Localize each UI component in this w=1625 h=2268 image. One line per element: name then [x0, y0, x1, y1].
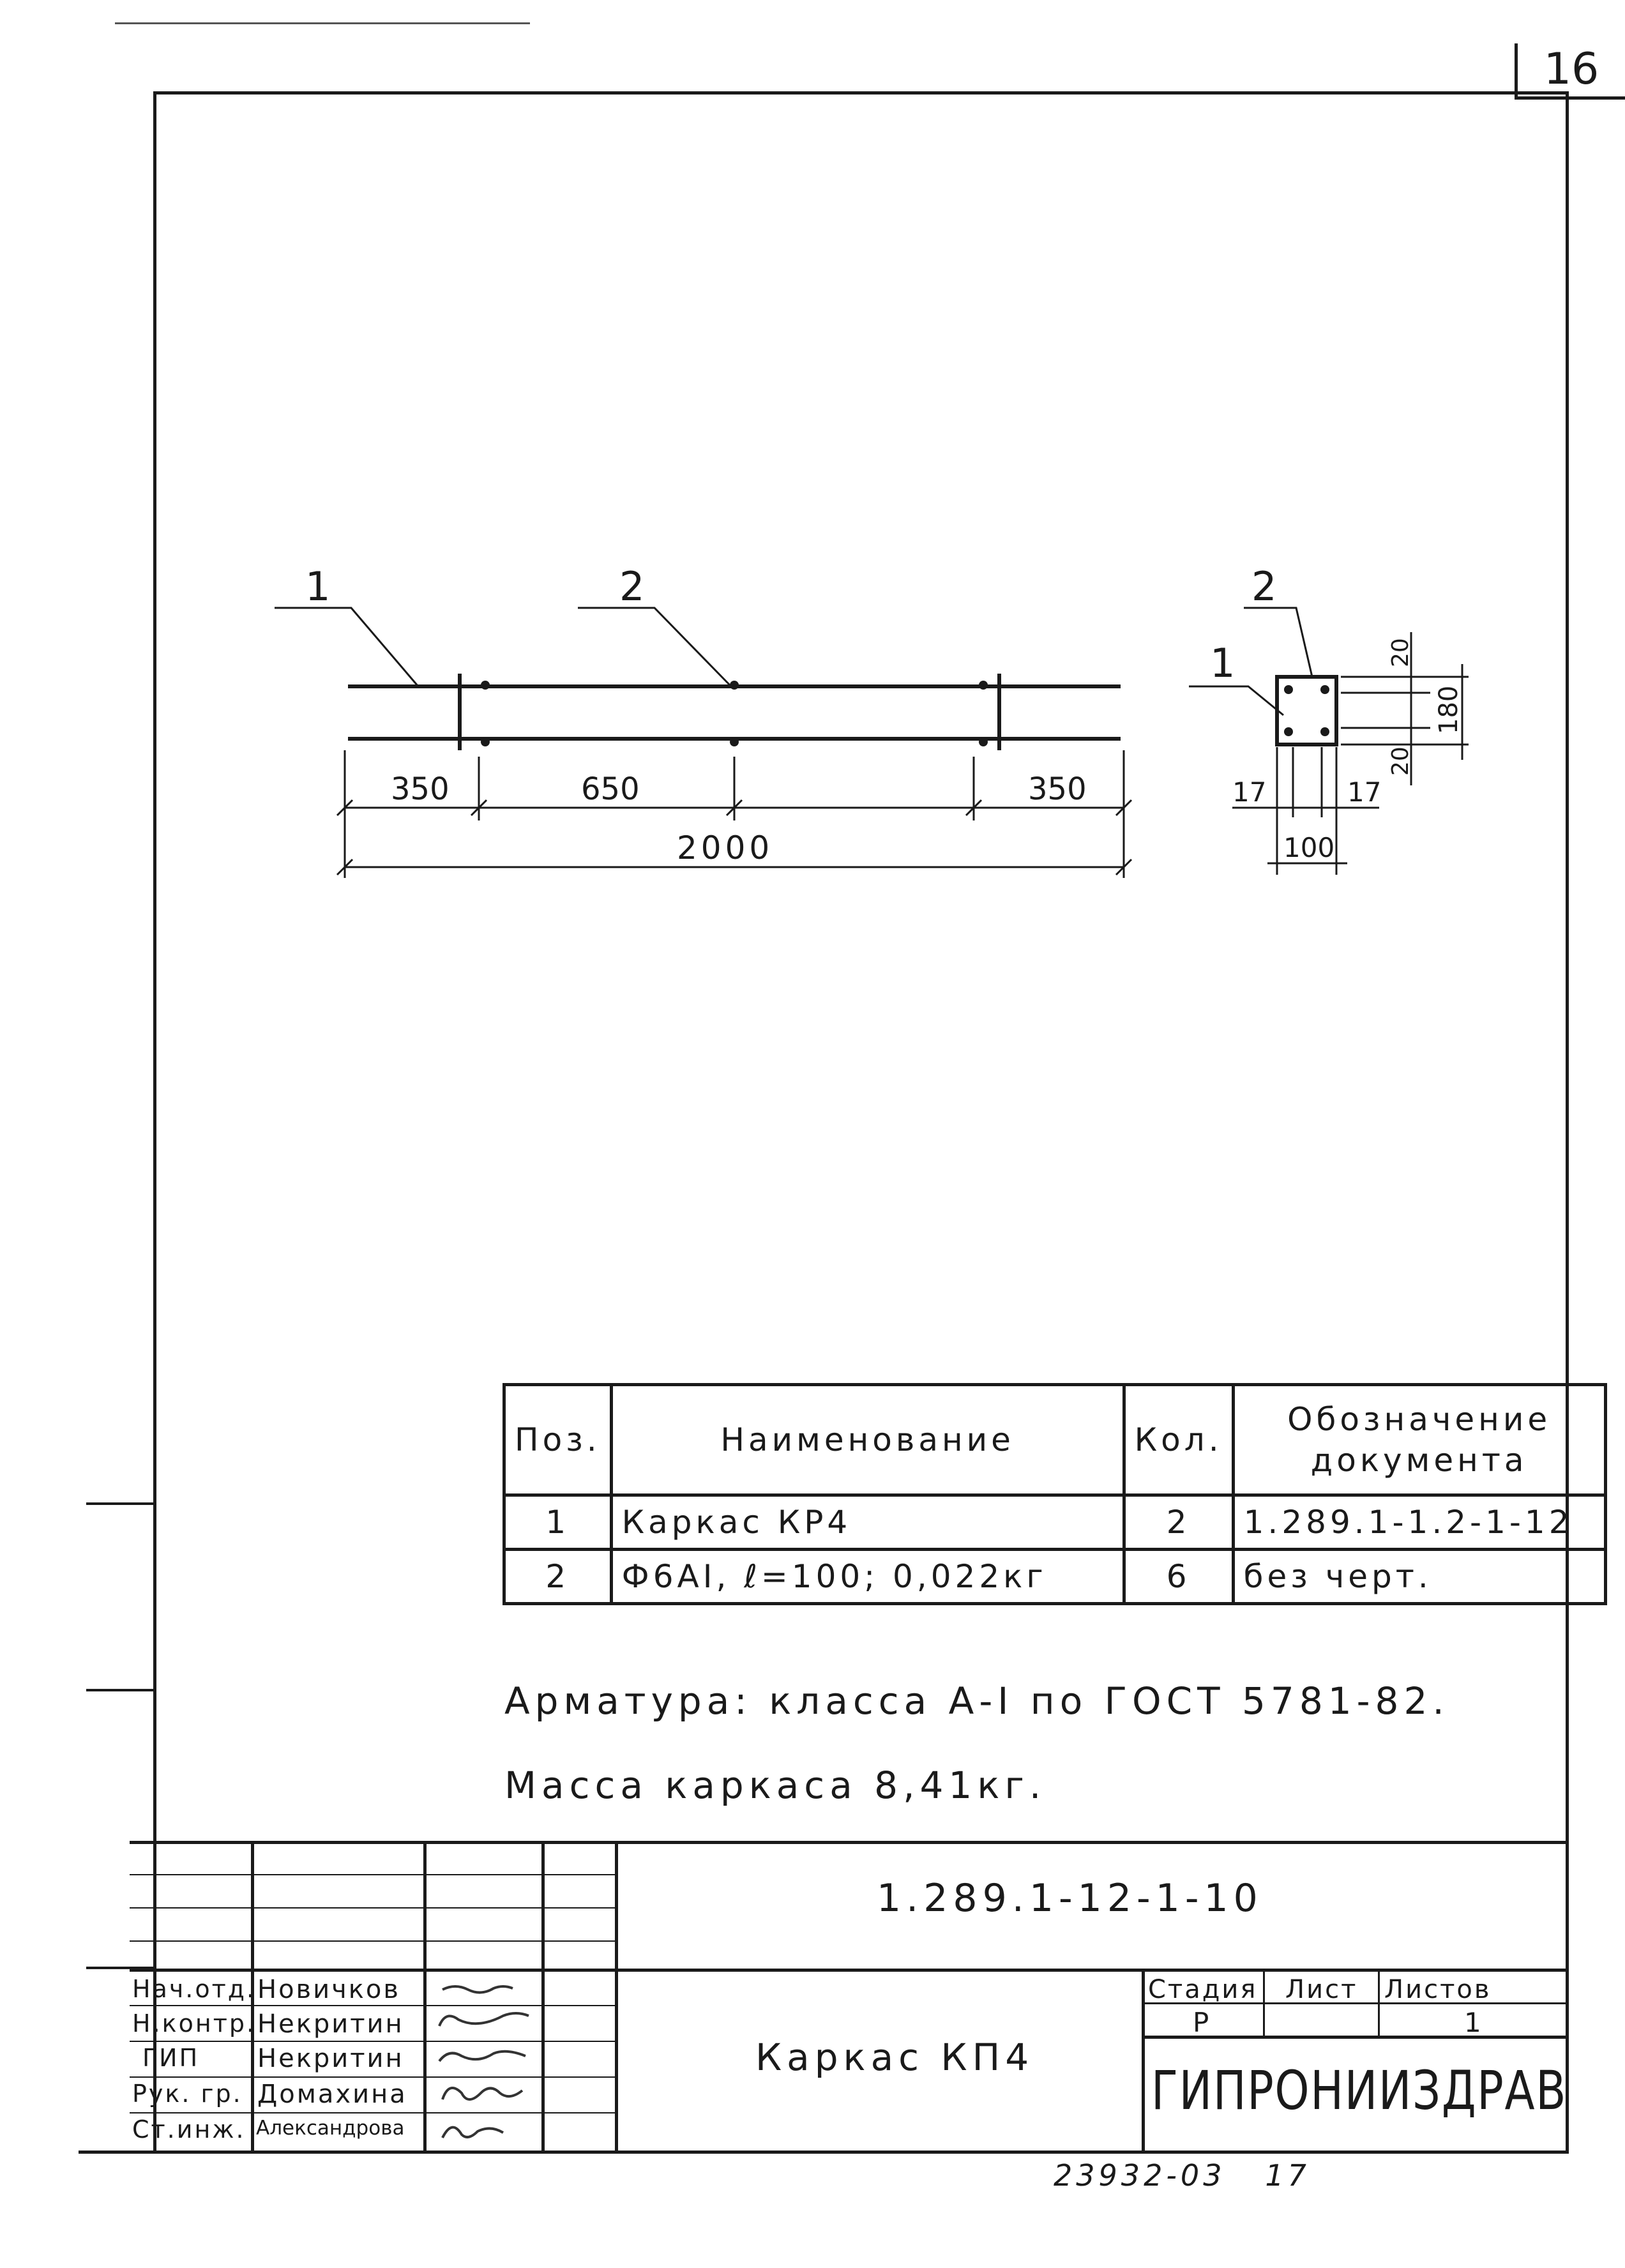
- role-group-leader: Рук. гр.: [132, 2080, 243, 2108]
- section-dim-top: 20: [1387, 638, 1414, 667]
- sheet-number: 16: [1515, 43, 1625, 100]
- pos-label-1: 1: [305, 563, 331, 610]
- reinforcement-drawing: [0, 0, 1625, 958]
- specification-table: [503, 1383, 1607, 1605]
- note-cage-mass: Масса каркаса 8,41кг.: [504, 1764, 1047, 1807]
- name-chief-engineer: Некритин: [257, 2044, 404, 2073]
- dim-middle: 650: [581, 771, 640, 807]
- section-dim-left: 17: [1232, 776, 1267, 808]
- header-pos: Поз.: [504, 1385, 612, 1495]
- header-doc-line1: Обозначение: [1287, 1401, 1552, 1438]
- header-doc: [1233, 1385, 1605, 1495]
- title-block: [130, 1841, 1568, 2154]
- row-doc: 1.289.1-1.2-1-12: [1233, 1495, 1605, 1550]
- stage-value: Р: [1193, 2007, 1211, 2038]
- header-name: Наименование: [611, 1385, 1124, 1495]
- role-head-dept: Нач.отд.: [132, 1975, 257, 2003]
- row-name: Ф6АI, ℓ=100; 0,022кг: [611, 1550, 1124, 1604]
- sheet-label: Лист: [1285, 1975, 1358, 2004]
- section-dim-height: 180: [1434, 685, 1463, 734]
- note-reinforcement-class: Арматура: класса А-I по ГОСТ 5781-82.: [504, 1679, 1449, 1723]
- name-senior-engineer: Александрова: [256, 2117, 405, 2140]
- name-head-dept: Новичков: [257, 1975, 400, 2004]
- dim-total: 2000: [677, 829, 774, 866]
- row-name: Каркас КР4: [611, 1495, 1124, 1550]
- section-pos-label-1: 1: [1210, 640, 1236, 686]
- pos-label-2: 2: [619, 563, 645, 610]
- table-row: [504, 1495, 1606, 1550]
- stage-label: Стадия: [1148, 1975, 1258, 2004]
- margin-tick: [86, 1967, 156, 1969]
- section-dim-right: 17: [1347, 776, 1382, 808]
- header-doc-line2: документа: [1310, 1442, 1528, 1479]
- leader-pos-1: [275, 608, 418, 686]
- sheets-value: 1: [1464, 2007, 1483, 2038]
- leader-section-pos-2: [1244, 608, 1312, 677]
- role-senior-engineer: Ст.инж.: [132, 2115, 246, 2143]
- row-qty: 2: [1124, 1495, 1233, 1550]
- margin-tick: [86, 1689, 156, 1691]
- signatures: [430, 1972, 538, 2151]
- document-code: 1.289.1-12-1-10: [877, 1876, 1263, 1921]
- table-row: [504, 1550, 1606, 1604]
- section-dim-width: 100: [1283, 832, 1335, 863]
- sheets-label: Листов: [1384, 1975, 1492, 2004]
- role-chief-engineer: ГИП: [142, 2044, 200, 2072]
- header-qty: Кол.: [1124, 1385, 1233, 1495]
- dim-left: 350: [391, 771, 450, 807]
- name-group-leader: Домахина: [257, 2080, 407, 2109]
- leader-section-pos-1: [1189, 686, 1283, 715]
- spec-header-row: [504, 1385, 1606, 1495]
- section-dim-bottom: 20: [1387, 746, 1414, 776]
- archive-number: 23932-03 17: [1054, 2158, 1310, 2193]
- row-doc: без черт.: [1233, 1550, 1605, 1604]
- row-pos: 2: [504, 1550, 612, 1604]
- role-norm-control: Н.контр.: [132, 2009, 257, 2037]
- section-pos-label-2: 2: [1251, 563, 1277, 610]
- name-norm-control: Некритин: [257, 2009, 404, 2039]
- leader-pos-2: [578, 608, 731, 686]
- organization-name: ГИПРОНИИЗДРАВ: [1151, 2059, 1568, 2122]
- row-pos: 1: [504, 1495, 612, 1550]
- dim-right: 350: [1028, 771, 1087, 807]
- drawing-title: Каркас КП4: [755, 2036, 1034, 2079]
- row-qty: 6: [1124, 1550, 1233, 1604]
- margin-tick: [86, 1502, 156, 1505]
